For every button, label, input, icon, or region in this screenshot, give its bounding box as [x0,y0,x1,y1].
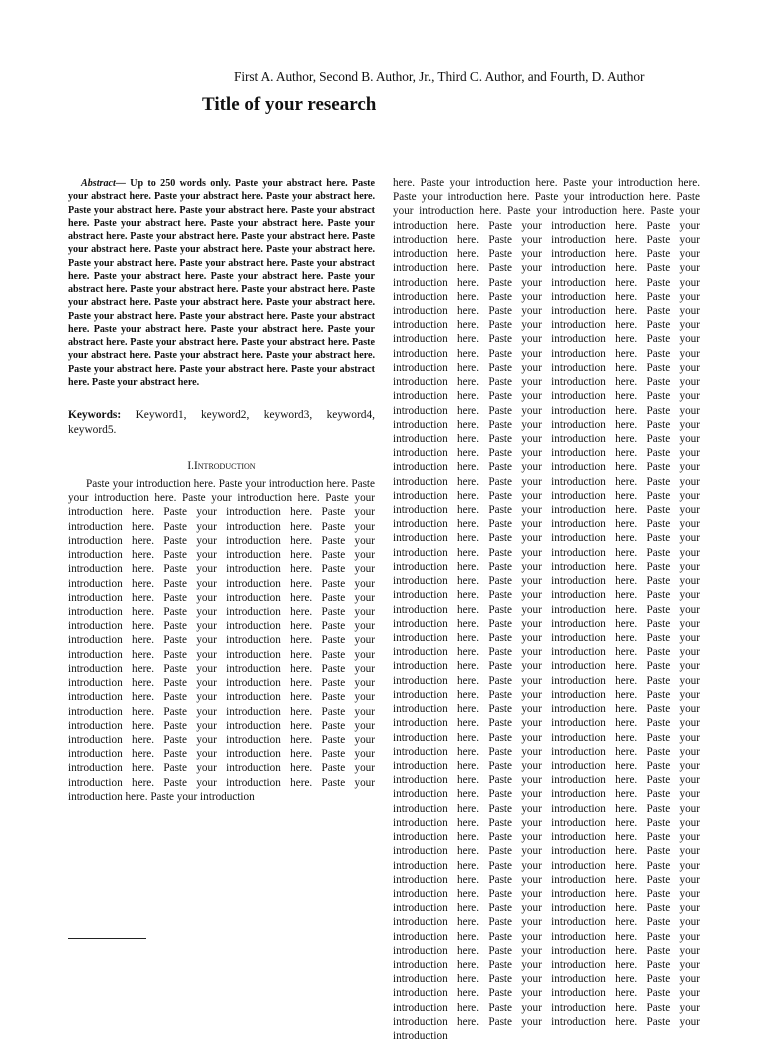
introduction-text-left: Paste your introduction here. Paste your introduction here. Paste your introduction here. Paste your introduction here. Paste your introduction here. Paste your introduction here. Paste your introduction here. Paste your introduction here. Paste your introduction here. Paste your introduction here. Paste your introduction here. Paste your introduction here. Paste your introduction here. Paste your introduction here. Paste your introduction here. Paste your introduction here. Paste your introduction here. Paste your introduction here. Paste your introduction here. Paste your introduction here. Paste your introduction here. Paste your introduction here. Paste your introduction here. Paste your introduction here. Paste your introduction here. Paste your introduction here. Paste your introduction here. Paste your introduction here. Paste your introduction here. Paste your introduction here. Paste your introduction here. Paste your introduction here. Paste your introduction here. Paste your introduction here. Paste your introduction here. Paste your introduction here. Paste your introduction here. Paste your introduction here. Paste your introduction here. Paste your introduction here. Paste your introduction here. Paste your introduction here. Paste your introduction here. Paste your introduction here. Paste your introduction here. Paste your introduction [68,478,375,803]
keywords [68,408,375,437]
abstract-label: Abstract [81,178,116,189]
abstract-text: Up to 250 words only. Paste your abstract here. Paste your abstract here. Paste your abstract here. Paste your abstract here. Paste your abstract here. Paste your abstract here. Paste your abstract here. Paste your abstract here. Paste your abstract here. Paste your abstract here. Paste your abstract here. Paste your abstract here. Paste your abstract here. Paste your abstract here. Paste your abstract here. Paste your abstract here. Paste your abstract here. Paste your abstract here. Paste your abstract here. Paste your abstract here. Paste your abstract here. Paste your abstract here. Paste your abstract here. Paste your abstract here. Paste your abstract here. Paste your abstract here. Paste your abstract here. Paste your abstract here. Paste your abstract here. Paste your abstract here. Paste your abstract here. Paste your abstract here. Paste your abstract here. Paste your abstract here. Paste your abstract here. Paste your abstract here. Paste your abstract here. Paste your abstract here. Paste your abstract here. Paste your abstract here. Paste your abstract here. [68,178,375,388]
right-column [393,176,700,1043]
introduction-text-right: here. Paste your introduction here. Paste your introduction here. Paste your introduction here. Paste your introduction here. Paste your introduction here. Paste your introduction here. Paste your introduction here. Paste your introduction here. Paste your introduction here. Paste your introduction here. Paste your introduction here. Paste your introduction here. Paste your introduction here. Paste your introduction here. Paste your introduction here. Paste your introduction here. Paste your introduction here. Paste your introduction here. Paste your introduction here. Paste your introduction here. Paste your introduction here. Paste your introduction here. Paste your introduction here. Paste your introduction here. Paste your introduction here. Paste your introduction here. Paste your introduction here. Paste your introduction here. Paste your introduction here. Paste your introduction here. Paste your introduction here. Paste your introduction here. Paste your introduction here. Paste your introduction here. Paste your introduction here. Paste your introduction here. Paste your introduction here. Paste your introduction here. Paste your introduction here. Paste your introduction here. Paste your introduction here. Paste your introduction here. Paste your introduction here. Paste your introduction here. Paste your introduction here. Paste your introduction here. Paste your introduction here. Paste your introduction here. Paste your introduction here. Paste your introduction here. Paste your introduction here. Paste your introduction here. Paste your introduction here. Paste your introduction here. Paste your introduction here. Paste your introduction here. Paste your introduction here. Paste your introduction here. Paste your introduction here. Paste your introduction here. Paste your introduction here. Paste your introduction here. Paste your introduction here. Paste your introduction here. Paste your introduction here. Paste your introduction here. Paste your introduction here. Paste your introduction here. Paste your introduction here. Paste your introduction here. Paste your introduction here. Paste your introduction here. Paste your introduction here. Paste your introduction here. Paste your introduction here. Paste your introduction here. Paste your introduction here. Paste your introduction here. Paste your introduction here. Paste your introduction here. Paste your introduction here. Paste your introduction here. Paste your introduction here. Paste your introduction here. Paste your introduction here. Paste your introduction here. Paste your introduction here. Paste your introduction here. Paste your introduction here. Paste your introduction here. Paste your introduction here. Paste your introduction here. Paste your introduction here. Paste your introduction here. Paste your introduction here. Paste your introduction here. Paste your introduction here. Paste your introduction here. Paste your introduction here. Paste your introduction here. Paste your introduction here. Paste your introduction here. Paste your introduction here. Paste your introduction here. Paste your introduction here. Paste your introduction here. Paste your introduction here. Paste your introduction here. Paste your introduction here. Paste your introduction here. Paste your introduction here. Paste your introduction here. Paste your introduction here. Paste your introduction here. Paste your introduction here. Paste your introduction here. Paste your introduction here. Paste your introduction here. Paste your introduction here. Paste your introduction here. Paste your introduction [393,177,700,1043]
abstract [68,177,375,389]
section-heading [68,459,375,473]
footnote-rule [68,938,146,939]
keywords-text: Keyword1, keyword2, keyword3, keyword4, keyword5. [68,409,375,436]
author-list: First A. Author, Second B. Author, Jr., Third C. Author, and Fourth, D. Author [234,69,645,84]
left-column [68,177,375,804]
abstract-dash: — [115,178,131,189]
paper-title: Title of your research [202,94,377,115]
section-number: I. [187,460,195,472]
keywords-label: Keywords: [68,409,122,421]
section-title: Introduction [194,460,256,472]
